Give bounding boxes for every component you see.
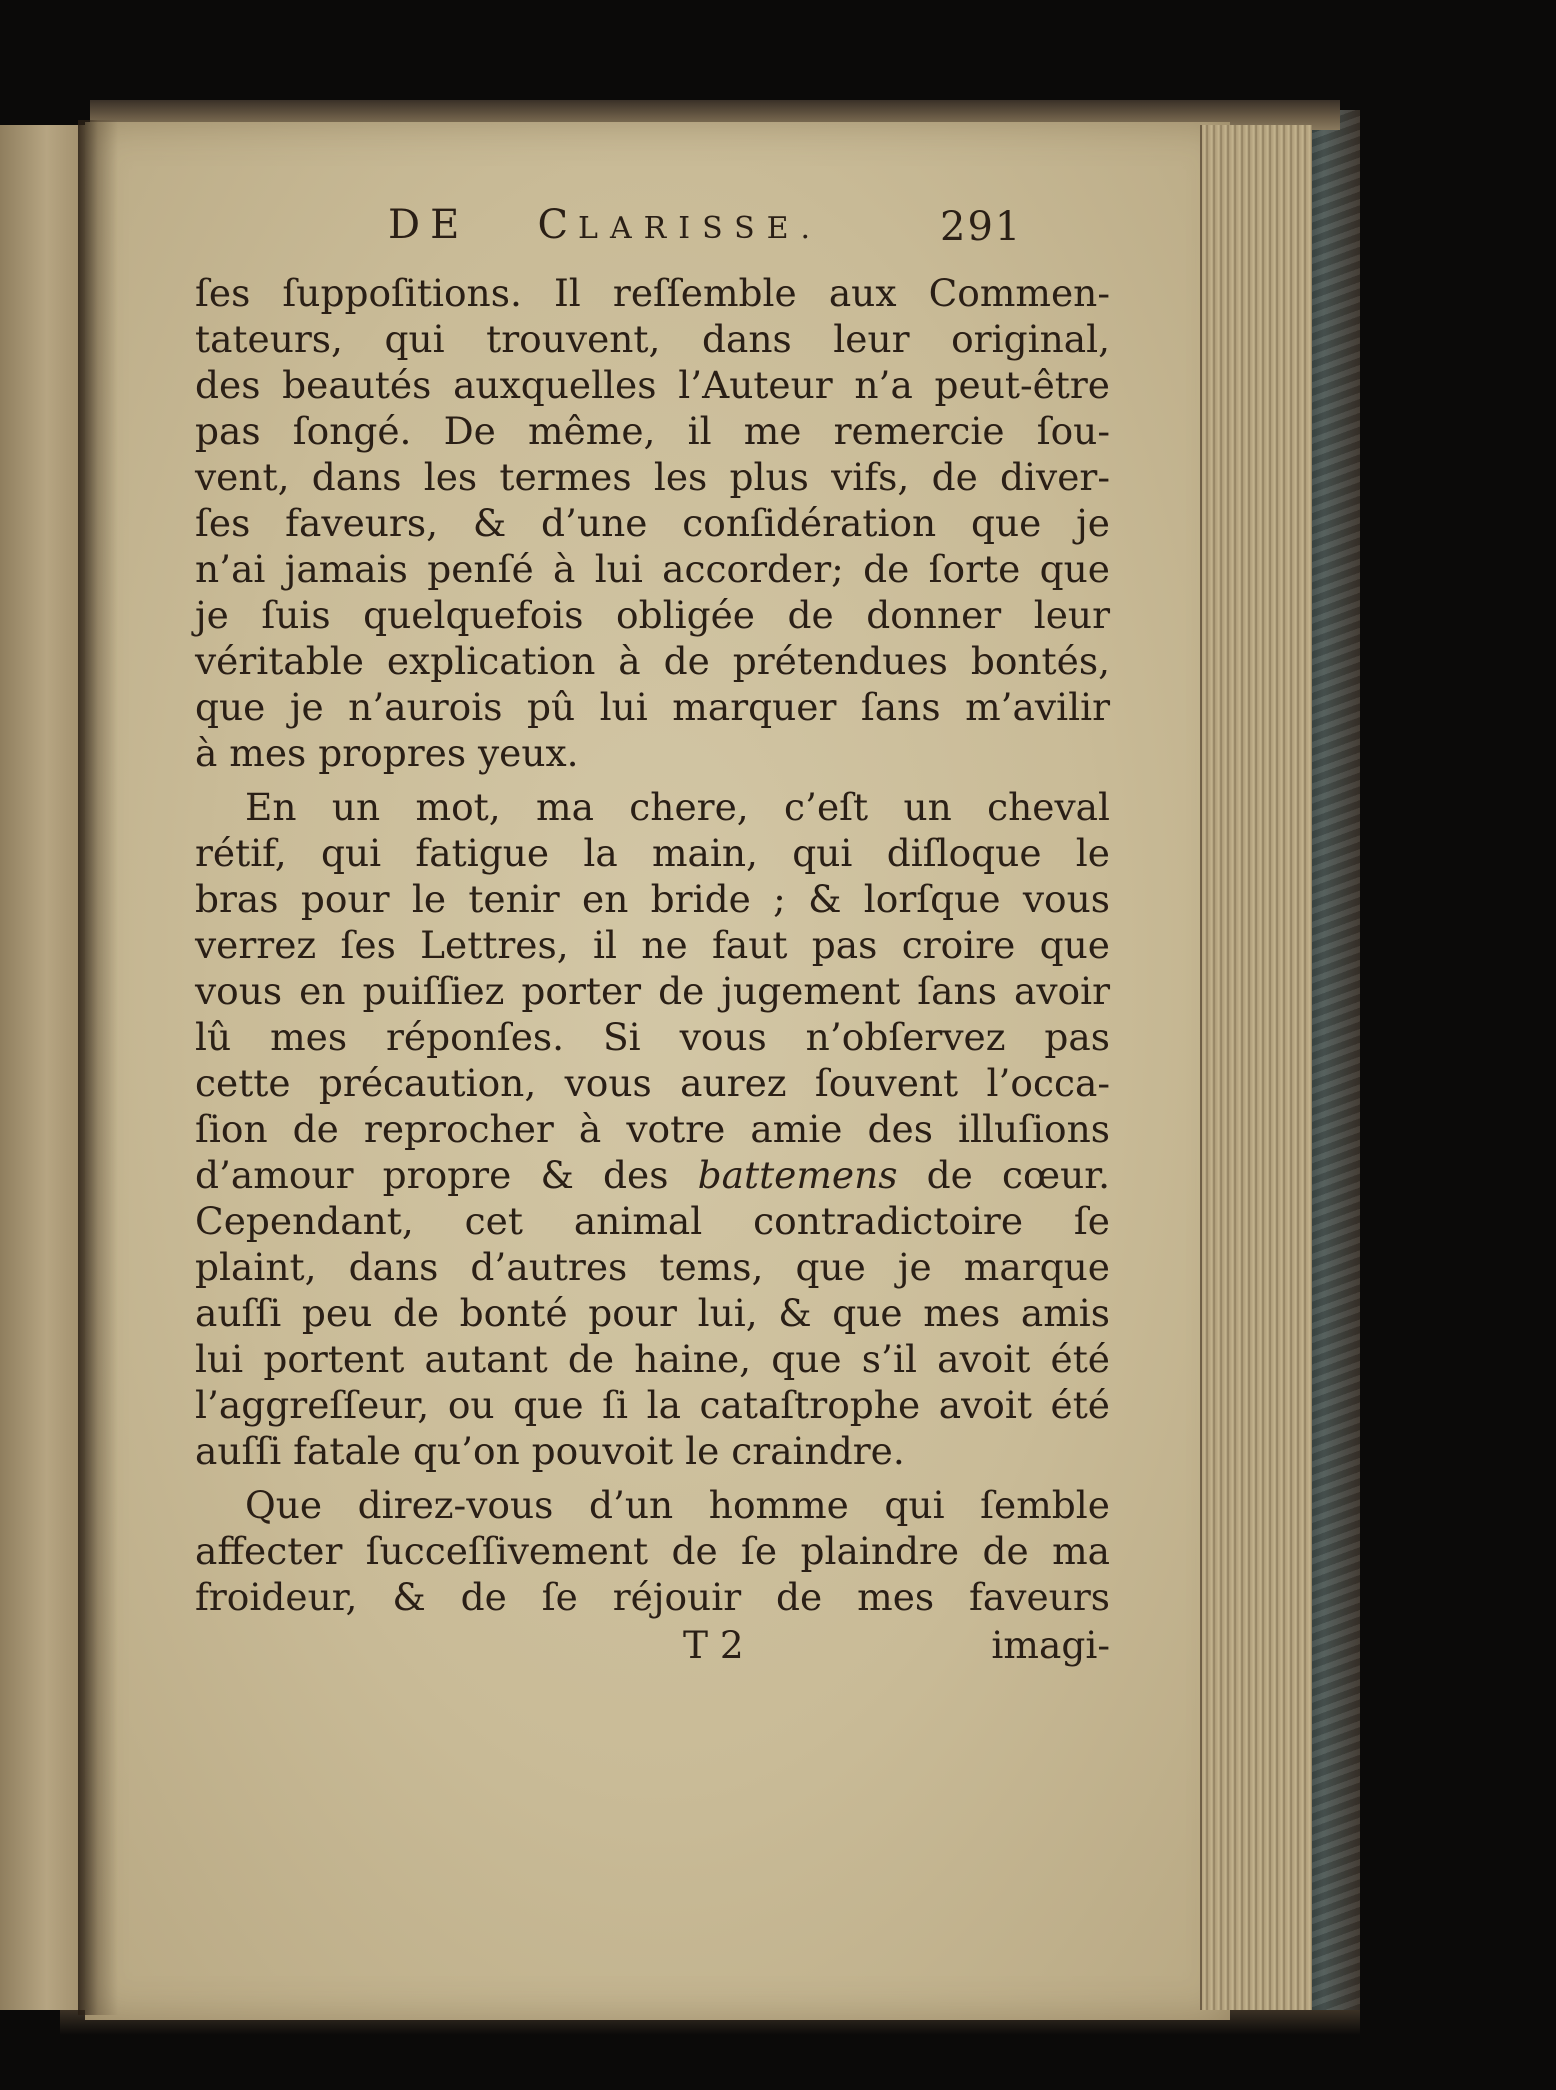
text-line-16: vous en puiſſiez porter de jugement ſans avoir <box>195 969 1110 1013</box>
signature-mark: T 2 <box>683 1623 744 1667</box>
text-line-10: que je n’aurois pû lui marquer ſans m’avilir <box>195 685 1110 729</box>
page-block-edges <box>1200 125 1312 2010</box>
text-line-17: lû mes réponſes. Si vous n’obſervez pas <box>195 1015 1110 1059</box>
catchword: imagi- <box>991 1623 1110 1667</box>
text-line-26: auſſi fatale qu’on pouvoit le craindre. <box>195 1429 905 1473</box>
text-line-2: tateurs, qui trouvent, dans leur original, <box>195 317 1110 361</box>
text-line-22: plaint, dans d’autres tems, que je marque <box>195 1245 1110 1289</box>
text-line-14: bras pour le tenir en bride ; & lorſque vous <box>195 877 1110 921</box>
text-line-20-start: d’amour propre & des <box>195 1153 698 1197</box>
page-header <box>110 180 1210 250</box>
text-line-5: vent, dans les termes les plus vifs, de diver- <box>195 455 1110 499</box>
text-line-23: auſſi peu de bonté pour lui, & que mes amis <box>195 1291 1110 1335</box>
text-line-11: à mes propres yeux. <box>195 731 579 775</box>
text-line-12: En un mot, ma chere, c’eſt un cheval <box>245 785 1110 829</box>
text-line-7: n’ai jamais penſé à lui accorder; de ſorte que <box>195 547 1110 591</box>
running-head-prefix: DE <box>388 202 470 248</box>
spine-gutter <box>78 120 118 2015</box>
text-line-24: lui portent autant de haine, que s’il avoit été <box>195 1337 1110 1381</box>
text-line-25: l’aggreſſeur, ou que ſi la cataſtrophe avoit été <box>195 1383 1110 1427</box>
text-line-6: ſes faveurs, & d’une conſidération que je <box>195 501 1110 545</box>
text-line-21: Cependant, cet animal contradictoire ſe <box>195 1199 1110 1243</box>
italic-word-battemens: battemens <box>697 1153 898 1197</box>
running-head-title-initial: C <box>537 202 579 248</box>
text-line-4: pas ſongé. De même, il me remercie ſou- <box>195 409 1110 453</box>
text-line-28: affecter ſucceſſivement de ſe plaindre de ma <box>195 1529 1110 1573</box>
text-line-19: ſion de reprocher à votre amie des illuſions <box>195 1107 1110 1151</box>
page-number: 291 <box>940 204 1023 250</box>
text-line-15: verrez ſes Lettres, il ne faut pas croire que <box>195 923 1110 967</box>
text-line-3: des beautés auxquelles l’Auteur n’a peut-être <box>195 363 1110 407</box>
text-line-1: ſes ſuppoſitions. Il reſſemble aux Commen- <box>195 271 1110 315</box>
text-line-13: rétif, qui fatigue la main, qui diſloque le <box>195 831 1110 875</box>
running-head-title-rest: LARISSE. <box>578 211 823 246</box>
text-line-8: je ſuis quelquefois obligée de donner leur <box>195 593 1110 637</box>
text-line-18: cette précaution, vous aurez ſouvent l’occa- <box>195 1061 1110 1105</box>
text-line-20 <box>195 1152 1110 1198</box>
text-line-29: froideur, & de ſe réjouir de mes faveurs <box>195 1575 1110 1619</box>
running-head <box>388 202 822 248</box>
left-page-edge <box>0 125 88 2010</box>
page-text <box>110 180 1210 1667</box>
text-line-9: véritable explication à de prétendues bontés, <box>195 639 1110 683</box>
text-line-20-end: de cœur. <box>897 1153 1111 1197</box>
text-line-27: Que direz-vous d’un homme qui ſemble <box>245 1483 1110 1527</box>
